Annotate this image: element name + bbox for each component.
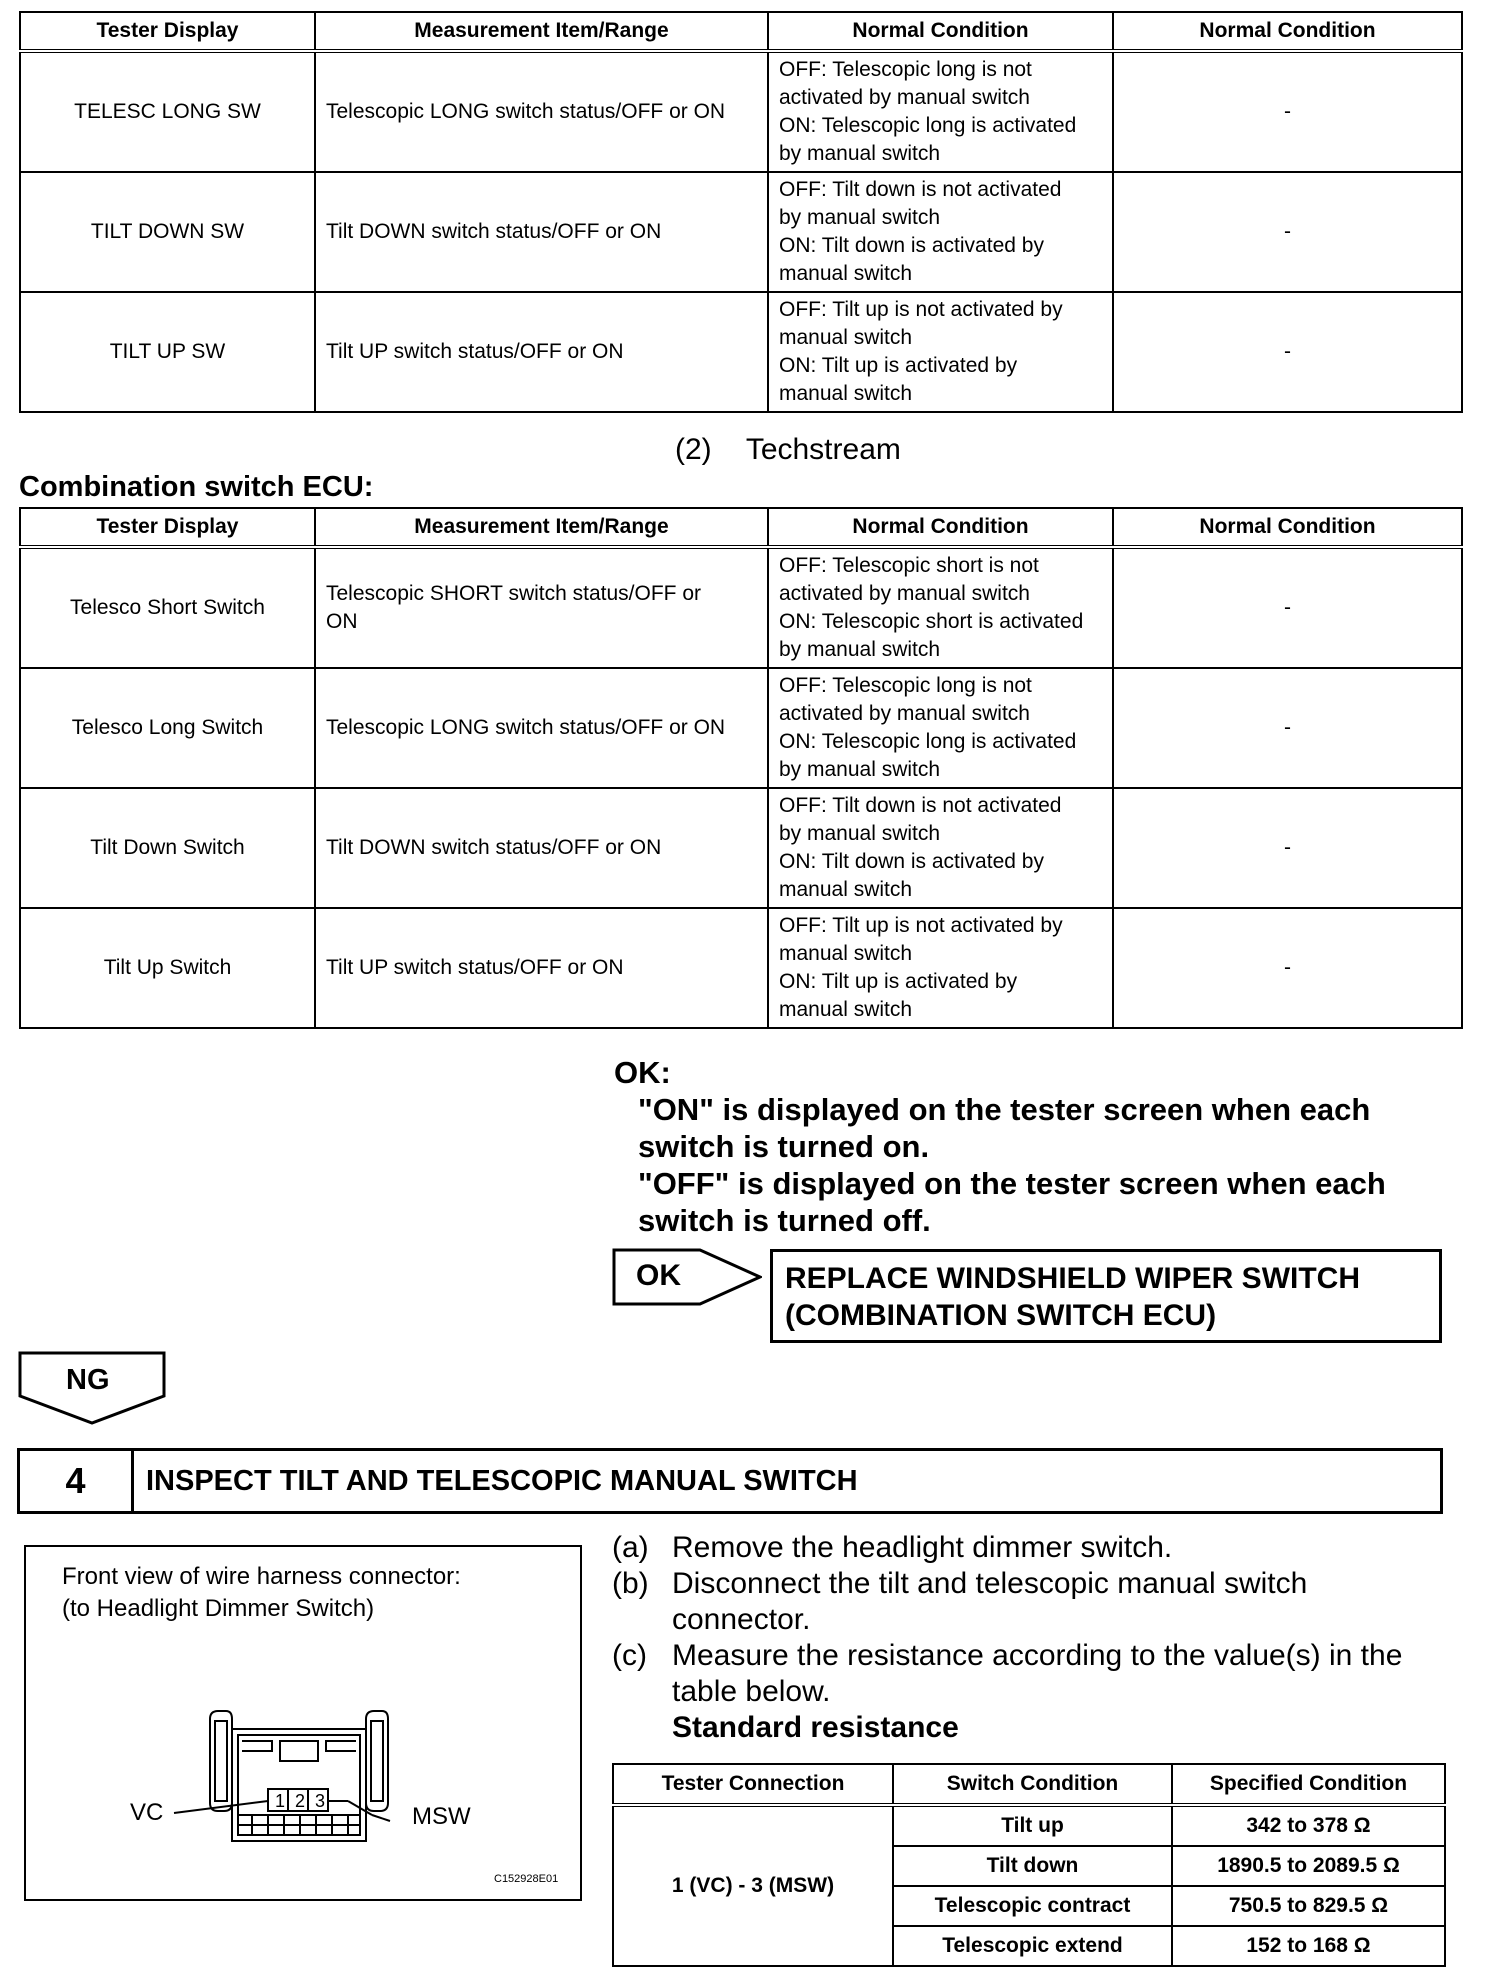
header-specified-condition: Specified Condition [1172,1764,1445,1805]
measurement-item-cell: Tilt DOWN switch status/OFF or ON [315,172,768,292]
table-row [20,547,1462,668]
condition-line: ON: Tilt up is activated by [779,970,1018,993]
ok-label: OK: [614,1055,671,1090]
normal-condition-2-cell: - [1113,51,1462,172]
normal-condition-cell [768,172,1113,292]
condition-line: manual switch [779,998,913,1021]
standard-resistance-heading: Standard resistance [672,1711,959,1744]
switch-condition-cell: Telescopic extend [893,1926,1172,1966]
condition-line: ON: Telescopic long is activated [779,114,1077,137]
condition-line: ON: Tilt down is activated by [779,234,1044,257]
tester-display-cell: TILT DOWN SW [20,172,315,292]
step-line: Disconnect the tilt and telescopic manual switch [672,1567,1308,1600]
replace-line: (COMBINATION SWITCH ECU) [785,1299,1217,1332]
measurement-item-cell [315,547,768,668]
step-item [612,1530,1452,1566]
condition-line: OFF: Tilt up is not activated by [779,914,1063,937]
step-label: (b) [612,1567,649,1600]
measurement-item-cell: Tilt UP switch status/OFF or ON [315,292,768,412]
connector-figure [24,1545,582,1901]
header-tester-display: Tester Display [20,508,315,547]
techstream-label: Techstream [745,433,901,466]
condition-line: by manual switch [779,142,941,165]
table-header-row [20,508,1462,547]
header-normal-condition-2: Normal Condition [1113,12,1462,51]
condition-line: activated by manual switch [779,582,1030,605]
replace-box [770,1249,1442,1343]
step-line: Remove the headlight dimmer switch. [672,1531,1173,1564]
header-normal-condition: Normal Condition [768,12,1113,51]
header-measurement-item: Measurement Item/Range [315,12,768,51]
condition-line: by manual switch [779,758,941,781]
replace-line: REPLACE WINDSHIELD WIPER SWITCH [785,1262,1360,1295]
step-label: (a) [612,1531,649,1564]
condition-line: OFF: Tilt down is not activated [779,178,1062,201]
header-tester-display: Tester Display [20,12,315,51]
normal-condition-2-cell: - [1113,172,1462,292]
switch-condition-cell: Tilt up [893,1805,1172,1846]
normal-condition-2-cell: - [1113,908,1462,1028]
table-row [20,172,1462,292]
measurement-item-cell: Telescopic LONG switch status/OFF or ON [315,668,768,788]
normal-condition-cell [768,292,1113,412]
tester-display-cell: Tilt Down Switch [20,788,315,908]
table-header-row [613,1764,1445,1805]
resistance-table [612,1763,1446,1967]
header-measurement-item: Measurement Item/Range [315,508,768,547]
measurement-item-cell: Tilt DOWN switch status/OFF or ON [315,788,768,908]
tester-display-cell: TELESC LONG SW [20,51,315,172]
header-switch-condition: Switch Condition [893,1764,1172,1805]
condition-line: manual switch [779,382,913,405]
condition-line: by manual switch [779,206,941,229]
ok-block [614,1054,1386,1239]
normal-condition-cell [768,547,1113,668]
specified-condition-cell: 750.5 to 829.5 Ω [1172,1886,1445,1926]
condition-line: OFF: Telescopic short is not [779,554,1039,577]
specified-condition-cell: 342 to 378 Ω [1172,1805,1445,1846]
condition-line: ON: Tilt up is activated by [779,354,1018,377]
tester-display-cell: TILT UP SW [20,292,315,412]
figure-caption [62,1561,461,1625]
step-line: Measure the resistance according to the value(s) in the [672,1639,1403,1672]
condition-line: ON: Telescopic short is activated [779,610,1084,633]
step-item [612,1566,1452,1638]
measurement-item-cell: Tilt UP switch status/OFF or ON [315,908,768,1028]
table-row [20,51,1462,172]
normal-condition-cell [768,51,1113,172]
condition-line: OFF: Tilt up is not activated by [779,298,1063,321]
step-line: table below. [672,1675,831,1708]
condition-line: manual switch [779,878,913,901]
table-row [613,1805,1445,1846]
figure-caption-line: Front view of wire harness connector: [62,1563,461,1590]
condition-line: manual switch [779,942,913,965]
techstream-heading [675,432,901,468]
item-line: ON [326,610,358,633]
tester-display-table-1 [19,11,1463,413]
ok-line: switch is turned off. [638,1203,931,1238]
table-row [20,292,1462,412]
ok-arrow-icon [612,1248,762,1306]
step-label: (c) [612,1639,647,1672]
switch-condition-cell: Tilt down [893,1846,1172,1886]
specified-condition-cell: 152 to 168 Ω [1172,1926,1445,1966]
condition-line: OFF: Telescopic long is not [779,674,1032,697]
table-header-row [20,12,1462,51]
step-title: INSPECT TILT AND TELESCOPIC MANUAL SWITCH [146,1464,858,1497]
table-row [20,908,1462,1028]
msw-label: MSW [412,1803,471,1830]
step-item [612,1638,1452,1746]
tester-display-table-2 [19,507,1463,1029]
pin-1-label: 1 [274,1791,285,1811]
step-header [17,1448,1443,1514]
vc-label: VC [130,1799,164,1826]
ng-flow-label: NG [66,1364,110,1396]
tester-display-cell: Telesco Short Switch [20,547,315,668]
normal-condition-2-cell: - [1113,547,1462,668]
connector-icon [122,1707,452,1857]
ok-line: "OFF" is displayed on the tester screen when each [638,1166,1386,1201]
figure-caption-line: (to Headlight Dimmer Switch) [62,1595,375,1622]
header-normal-condition: Normal Condition [768,508,1113,547]
step-line: connector. [672,1603,811,1636]
condition-line: ON: Telescopic long is activated [779,730,1077,753]
step-list [612,1530,1452,1746]
normal-condition-2-cell: - [1113,668,1462,788]
condition-line: by manual switch [779,638,941,661]
item-line: Telescopic SHORT switch status/OFF or [326,582,701,605]
specified-condition-cell: 1890.5 to 2089.5 Ω [1172,1846,1445,1886]
pin-2-label: 2 [294,1791,305,1811]
condition-line: manual switch [779,326,913,349]
figure-code: C152928E01 [494,1873,559,1885]
switch-condition-cell: Telescopic contract [893,1886,1172,1926]
tester-display-cell: Telesco Long Switch [20,668,315,788]
tester-display-cell: Tilt Up Switch [20,908,315,1028]
normal-condition-2-cell: - [1113,292,1462,412]
header-normal-condition-2: Normal Condition [1113,508,1462,547]
table-row [20,788,1462,908]
techstream-number: (2) [675,433,712,466]
condition-line: OFF: Telescopic long is not [779,58,1032,81]
measurement-item-cell: Telescopic LONG switch status/OFF or ON [315,51,768,172]
condition-line: by manual switch [779,822,941,845]
normal-condition-cell [768,668,1113,788]
condition-line: activated by manual switch [779,86,1030,109]
step-number: 4 [20,1451,134,1511]
condition-line: manual switch [779,262,913,285]
header-tester-connection: Tester Connection [613,1764,893,1805]
ok-flow-label: OK [636,1259,681,1292]
normal-condition-2-cell: - [1113,788,1462,908]
ok-line: "ON" is displayed on the tester screen when each [638,1092,1371,1127]
normal-condition-cell [768,908,1113,1028]
condition-line: ON: Tilt down is activated by [779,850,1044,873]
ok-line: switch is turned on. [638,1129,930,1164]
ecu-heading: Combination switch ECU: [19,471,374,503]
condition-line: activated by manual switch [779,702,1030,725]
normal-condition-cell [768,788,1113,908]
table-row [20,668,1462,788]
condition-line: OFF: Tilt down is not activated [779,794,1062,817]
tester-connection-cell: 1 (VC) - 3 (MSW) [613,1805,893,1966]
pin-3-label: 3 [314,1791,325,1811]
